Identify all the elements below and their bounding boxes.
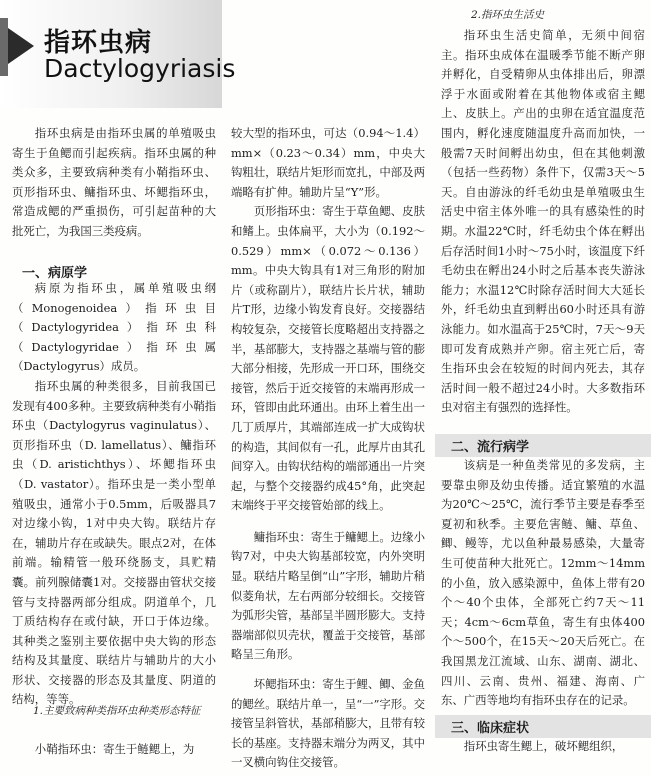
pathogen-paragraph-2: 指环虫属的种类很多，目前我国已发现有400多种。主要致病种类有小鞘指环虫（Dactylogyrus vaginulatus）、页形指环虫（D. lamellatus）、鳙指环虫（D. aristichthys）、坏鳃指环虫（D. vastator）。指环虫是一类小型单殖吸虫，通常小于0.5mm，后吸器具7对边缘小钩，1对中央大钩。联结片存在，辅助片存在或缺失。眼点2对，在体前端。输精管一般环绕肠支，具贮精囊。前列腺储囊1对。交接器由管状交接管与支持器两部分组成。阴道单个，几丁质结构存在或付缺，开口于体边缘。其种类之鉴别主要依据中央大钩的形态结构及其量度、联结片与辅助片的大小形状、交接器的形态及其量度、阴道的结构，等等。 (12, 378, 216, 707)
heading-pathogen: 一、病原学 (22, 266, 88, 281)
heading-clinical: 三、临床症状 (435, 715, 651, 738)
clinical-paragraph: 指环虫寄生鳃上，破坏鳃组织， (463, 739, 624, 753)
epidemiology-paragraph: 该病是一种鱼类常见的多发病，主要靠虫卵及幼虫传播。适宜繁殖的水温为20℃～25℃，流行季节主要是春季至夏初和秋季。主要危害鲢、鳙、草鱼、鲫、鳗等，尤以鱼种最易感染，大量寄生可使苗种大批死亡。12mm～14mm的小鱼，放入感染源中，鱼体上带有20个～40个虫体，全部死亡约7天～11天；4cm～6cm草鱼，寄生有虫体400个～500个，在15天～20天后死亡。在我国黑龙江流域、山东、湖南、湖北、四川、云南、贵州、福建、海南、广东、广西等地均有指环虫存在的记录。 (441, 458, 645, 708)
aristichthys-paragraph: 鳙指环虫：寄生于鳙鳃上。边缘小钩7对，中央大钩基部较宽，内外突明显。联结片略呈倒“山”字形，辅助片稍似菱角状，左右两部分较细长。交接管为弧形尖管，基部呈半圆形膨大。支持器端部似贝壳状，覆盖于交接管，基部略呈三角形。 (231, 529, 425, 662)
heading-epidemiology: 二、流行病学 (435, 434, 651, 457)
title-chinese: 指环虫病 (44, 28, 153, 58)
pathogen-paragraph-1: 病原为指环虫，属单殖吸虫纲（Monogenoidea）指环虫目（Dactylogyridea）指环虫科（Dactylogyridae）指环虫属（Dactylogyrus）成员。 (12, 281, 216, 374)
clinical-text (441, 737, 645, 757)
title-banner (0, 0, 236, 108)
species-text (12, 740, 216, 760)
subheading-species: 1.主要致病种类指环虫种类形态特征 (33, 705, 201, 717)
banner-bar-icon (0, 18, 8, 76)
vastator-paragraph: 坏鳃指环虫：寄生于鲤、鲫、金鱼的鳃丝。联结片单一，呈“一”字形。交接管呈斜管状，基部稍膨大，且带有较长的基座。支持器末端分为两叉，其中一叉横向钩住交接管。 (231, 677, 425, 770)
epidemiology-text (441, 456, 645, 711)
lifecycle-paragraph: 指环虫生活史简单，无须中间宿主。指环虫成体在温暖季节能不断产卵并孵化，自受精卵从虫体排出后，卵漂浮于水面或附着在其他物体或宿主鳃上、皮肤上。产出的虫卵在适宜温度范围内，孵化速度随温度升高而加快，一般需7天时间孵出幼虫，但在其他刺激（包括一些药物）条件下，仅需3天～5天。自由游泳的纤毛幼虫是单殖吸虫生活史中宿主体外唯一的具有感染性的时期。水温22℃时，纤毛幼虫个体在孵出后存活时间1小时～75小时，该温度下纤毛幼虫在孵出24小时之后基本丧失游泳能力；水温12℃时除存活时间大大延长外，纤毛幼虫直到孵出60小时还具有游泳能力。如水温高于25℃时，7天～9天即可发育成熟并产卵。宿主死亡后，寄生指环虫会在较短的时间内死去，其存活时间一般不超过24小时。大多数指环虫对宿主有强烈的选择性。 (441, 28, 645, 415)
pathogen-text (12, 279, 216, 710)
title-english: Dactylogyriasis (44, 54, 236, 83)
lamellatus-paragraph: 页形指环虫：寄生于草鱼鳃、皮肤和鳍上。虫体扁平，大小为（0.192～0.529）mm×（0.072～0.136）mm。中央大钩具有1对三角形的附加片（或称副片），联结片长片状，辅助片T形，边缘小钩发育良好。交接器结构较复杂，交接管长度略超出支持器之半，基部膨大，支持器之基端与管的膨大部分相接，先形成一开口环，围绕交接管，然后于近交接管的末端再形成一环，管即由此环通出。由环上着生出一几丁质厚片，其端部连成一扩大成钩状的构造，其间似有一孔，此厚片由其孔间穿入。由钩状结构的端部通出一片突起，与整个交接器约成45°角，此突起末端终于平交接管始部的线上。 (231, 204, 425, 513)
subheading-lifecycle: 2.指环虫生活史 (471, 9, 545, 21)
lifecycle-text (441, 26, 645, 418)
species-paragraph: 小鞘指环虫：寄生于鲢鳃上，为 (34, 742, 195, 756)
intro-paragraph: 指环虫病是由指环虫属的单殖吸虫寄生于鱼鳃而引起疾病。指环虫属的种类众多，主要致病种类有小鞘指环虫、页形指环虫、鳙指环虫、坏鳃指环虫，常造成鳃的严重损伤，可引起苗种的大批死亡，为我国三类疫病。 (12, 126, 216, 238)
banner-arrow-icon (8, 28, 34, 64)
vaginulatus-paragraph: 较大型的指环虫，可达（0.94～1.4）mm×（0.23～0.34）mm，中央大钩粗壮，联结片矩形而宽扎，中部及两端略有扩伸。辅助片呈“Y”形。 (231, 126, 425, 199)
column-2-text (231, 124, 425, 773)
